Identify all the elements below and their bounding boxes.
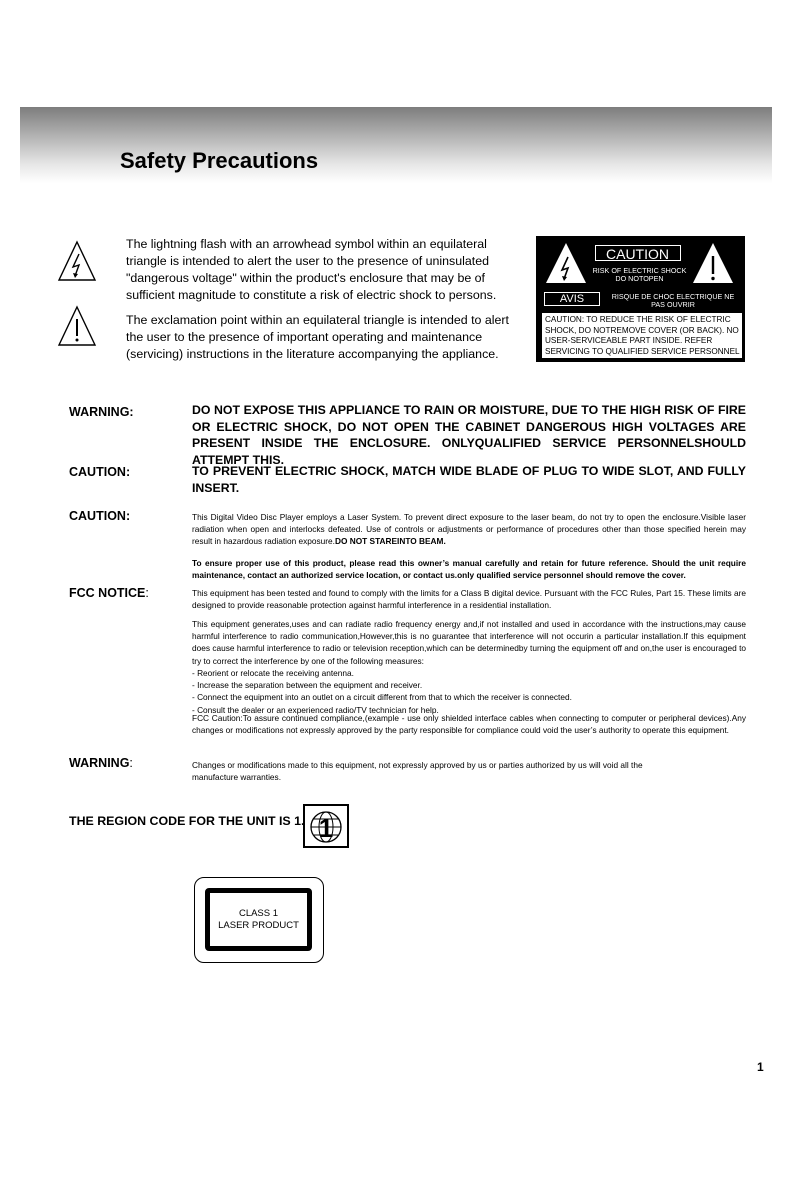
caution-laser-label: CAUTION: [69, 509, 131, 523]
warranty-warning-text [192, 759, 746, 783]
laser-product-inner [205, 888, 312, 951]
warranty-line-2: manufacture warranties. [192, 772, 282, 783]
region-code-number: 1 [318, 813, 334, 843]
page-title: Safety Precautions [120, 148, 319, 173]
fcc-measure: - Consult the dealer or an experienced radio/TV technician for help. [192, 704, 439, 715]
fcc-measure: - Increase the separation between the equipment and receiver. [192, 680, 423, 691]
fcc-notice-label [69, 586, 149, 600]
warranty-line-1: Changes or modifications made to this equipment, not expressly approved by us or parties authorized by us will void all the [192, 760, 643, 770]
warning-label: WARNING: [69, 405, 134, 419]
warranty-label-text: WARNING [69, 756, 130, 770]
caution-exclamation-icon [691, 241, 735, 285]
exclamation-triangle-icon [57, 305, 97, 347]
warranty-label-colon: : [129, 756, 133, 770]
exclamation-symbol-text: The exclamation point within an equilateral triangle is intended to alert the user to the presence of important operating and maintenance (servicing) instructions in the literature accompanying the appliance. [126, 313, 509, 361]
caution-label [536, 236, 745, 362]
region-code-icon [303, 804, 349, 848]
fcc-paragraph-1: This equipment has been tested and found to comply with the limits for a Class B digital device. Pursuant with the FCC Rules, Part 15. These limits are designed to provide reasonable protection against harmful interference in a residential installation. [192, 588, 746, 611]
warranty-warning-label [69, 756, 133, 770]
avis-label: AVIS [544, 292, 600, 306]
proper-use-text: To ensure proper use of this product, please read this owner’s manual carefully and retain for future reference. Should the unit require maintenance, contact an authorized service location, or contact us.only qualified service personnel should remove the cover. [192, 558, 746, 581]
lightning-symbol-text: The lightning flash with an arrowhead symbol within an equilateral triangle is intended to alert the user to the presence of uninsulated "dangerous voltage" within the product's enclosure that may be of sufficient magnitude to constitute a risk of electric shock to persons. [126, 237, 497, 302]
caution-plug-label: CAUTION: [69, 465, 131, 479]
caution-laser-body: This Digital Video Disc Player employs a Laser System. To prevent direct exposure to the laser beam, do not try to open the enclosure.Visible laser radiation when open and interlocks defeated. Use of controls or adjustments or performance of procedures other than those specified herein may result in hazardous radiation exposure. [192, 512, 746, 547]
risk-fr-text-2: PAS OUVRIR [651, 300, 695, 309]
fcc-paragraph-2: This equipment generates,uses and can radiate radio frequency energy and,if not installed and used in accordance with the instructions,may cause harmful interference to radio communication,However,this is no guarantee that interference will not occurin a particular installation.If this equipment does cause harmful interference to radio or television reception,which can be determinedby turning the equipment off and on,the user is encouraged to try to correct the interference by one of the following measures: [192, 619, 746, 666]
lightning-triangle-icon [57, 240, 97, 282]
laser-product-text: LASER PRODUCT [218, 919, 299, 931]
fcc-measure: - Reorient or relocate the receiving antenna. [192, 668, 354, 678]
fcc-label-colon: : [145, 586, 149, 600]
fcc-measures-list [192, 667, 746, 716]
risk-fr-text-1: RISQUE DE CHOC ELECTRIQUE NE [611, 292, 735, 301]
caution-laser-text [192, 511, 746, 548]
caution-plug-text: TO PREVENT ELECTRIC SHOCK, MATCH WIDE BLADE OF PLUG TO WIDE SLOT, AND FULLY INSERT. [192, 464, 746, 495]
do-not-open-text: DO NOTOPEN [615, 274, 664, 283]
warning-text: DO NOT EXPOSE THIS APPLIANCE TO RAIN OR MOISTURE, DUE TO THE HIGH RISK OF FIRE OR ELECTRIC SHOCK, DO NOT OPEN THE CABINET DANGEROUS HIGH VOLTAGES ARE PRESENT INSIDE THE ENCLOSURE. ONLYQUALIFIED SERVICE PERSONNELSHOULD ATTEMPT THIS. [192, 403, 746, 467]
caution-lightning-icon [544, 241, 588, 285]
fcc-label-text: FCC NOTICE [69, 586, 146, 600]
fcc-measure: - Connect the equipment into an outlet on a circuit different from that to which the receiver is connected. [192, 692, 572, 703]
page-number: 1 [757, 1060, 764, 1074]
laser-product-label [194, 877, 324, 963]
fcc-paragraph-3: FCC Caution:To assure continued compliance,(example - use only shielded interface cables when connecting to computer or peripheral devices).Any changes or modifications not expressly approved by the party responsible for compliance could void the user’s authority to operate this equipment. [192, 713, 746, 736]
caution-title: CAUTION [595, 245, 681, 261]
region-code-text: THE REGION CODE FOR THE UNIT IS 1. [69, 814, 305, 828]
risk-en-text: RISK OF ELECTRIC SHOCK [592, 266, 687, 275]
do-not-stare-text: DO NOT STAREINTO BEAM. [334, 536, 446, 547]
laser-class-text: CLASS 1 [238, 908, 279, 919]
caution-note: CAUTION: TO REDUCE THE RISK OF ELECTRIC SHOCK, DO NOTREMOVE COVER (OR BACK). NO USER-SERVICEABLE PART INSIDE. REFER SERVICING TO QUALIFIED SERVICE PERSONNEL [542, 313, 742, 358]
globe-icon [305, 806, 347, 846]
